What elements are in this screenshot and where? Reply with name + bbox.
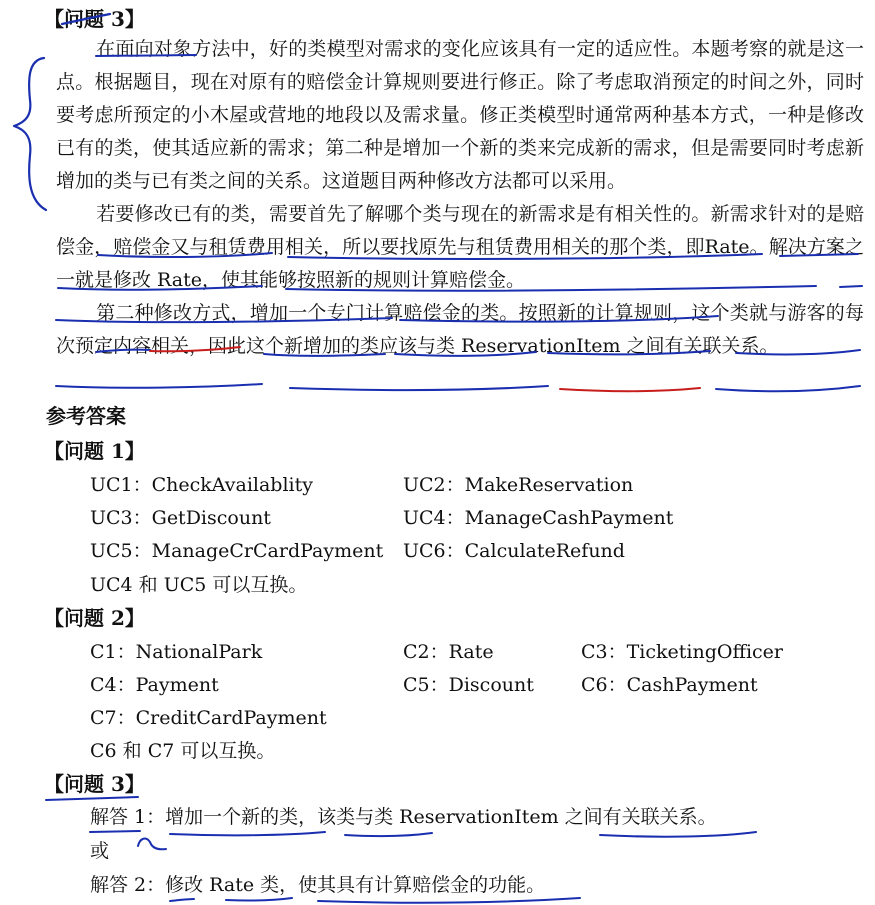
q3-paragraph-2: 若要修改已有的类，需要首先了解哪个类与现在的新需求是有相关性的。新需求针对的是赔偿金，赔偿金又与租赁费用相关，所以要找原先与租赁费用相关的那个类，即Rate。解决方案之一就是修改 Rate，使其能够按照新的规则计算赔偿金。 [56, 203, 864, 291]
underline-mark [170, 832, 325, 835]
q3-explanation [56, 33, 864, 363]
q3-paragraph-3: 第二种修改方式，增加一个专门计算赔偿金的类。按照新的计算规则，这个类就与游客的每次预定内容相关，因此这个新增加的类应该与类 ReservationItem 之间有关联关系。 [56, 302, 864, 357]
q2-row-3 [90, 705, 327, 731]
underline-mark [290, 386, 548, 390]
underline-mark [716, 386, 860, 391]
section-q3-heading: 【问题 3】 [44, 7, 145, 31]
q1-item: UC2：MakeReservation [403, 474, 634, 496]
underline-mark [90, 831, 140, 832]
underline-mark [318, 898, 580, 903]
q2-note: C6 和 C7 可以互换。 [90, 740, 276, 762]
underline-mark [170, 899, 194, 901]
q3-paragraph-1: 在面向对象方法中，好的类模型对需求的变化应该具有一定的适应性。本题考察的就是这一点。根据题目，现在对原有的赔偿金计算规则要进行修正。除了考虑取消预定的时间之外，同时要考虑所预定的小木屋或营地的地段以及需求量。修正类模型时通常两种基本方式，一种是修改已有的类，使其适应新的需求；第二种是增加一个新的类来完成新的需求，但是需要同时考虑新增加的类与已有类之间的关系。这道题目两种修改方法都可以采用。 [56, 38, 864, 192]
underline-mark [600, 832, 756, 837]
q1-note: UC4 和 UC5 可以互换。 [90, 574, 308, 596]
q2-item: C6：CashPayment [581, 674, 758, 696]
underline-mark [345, 833, 432, 836]
q3-answer-heading: 【问题 3】 [44, 772, 145, 796]
q2-item: C5：Discount [403, 674, 534, 696]
q3-answer-1: 解答 1：增加一个新的类，该类与类 ReservationItem 之间有关联关系。 [90, 806, 717, 828]
reference-answer-heading: 参考答案 [46, 404, 126, 428]
underline-mark [56, 384, 262, 388]
left-brace-mark [14, 58, 46, 210]
q2-heading: 【问题 2】 [44, 606, 145, 630]
q2-item: C3：TicketingOfficer [581, 641, 784, 663]
q2-item: C4：Payment [90, 674, 219, 696]
q1-item: UC4：ManageCashPayment [403, 507, 674, 529]
q2-item: C7：CreditCardPayment [90, 707, 327, 729]
underline-mark [226, 898, 292, 901]
underline-mark [46, 797, 138, 800]
q1-item: UC5：ManageCrCardPayment [90, 540, 384, 562]
q3-or: 或 [90, 840, 110, 862]
hook-mark [138, 839, 166, 850]
q2-item: C2：Rate [403, 641, 494, 663]
q1-item: UC1：CheckAvailablity [90, 474, 313, 496]
q1-item: UC6：CalculateRefund [403, 540, 625, 562]
q2-item: C1：NationalPark [90, 641, 263, 663]
q1-item: UC3：GetDiscount [90, 507, 271, 529]
q1-heading: 【问题 1】 [44, 439, 145, 463]
underline-mark [560, 388, 700, 391]
q3-answer-2: 解答 2：修改 Rate 类，使其具有计算赔偿金的功能。 [90, 874, 546, 896]
